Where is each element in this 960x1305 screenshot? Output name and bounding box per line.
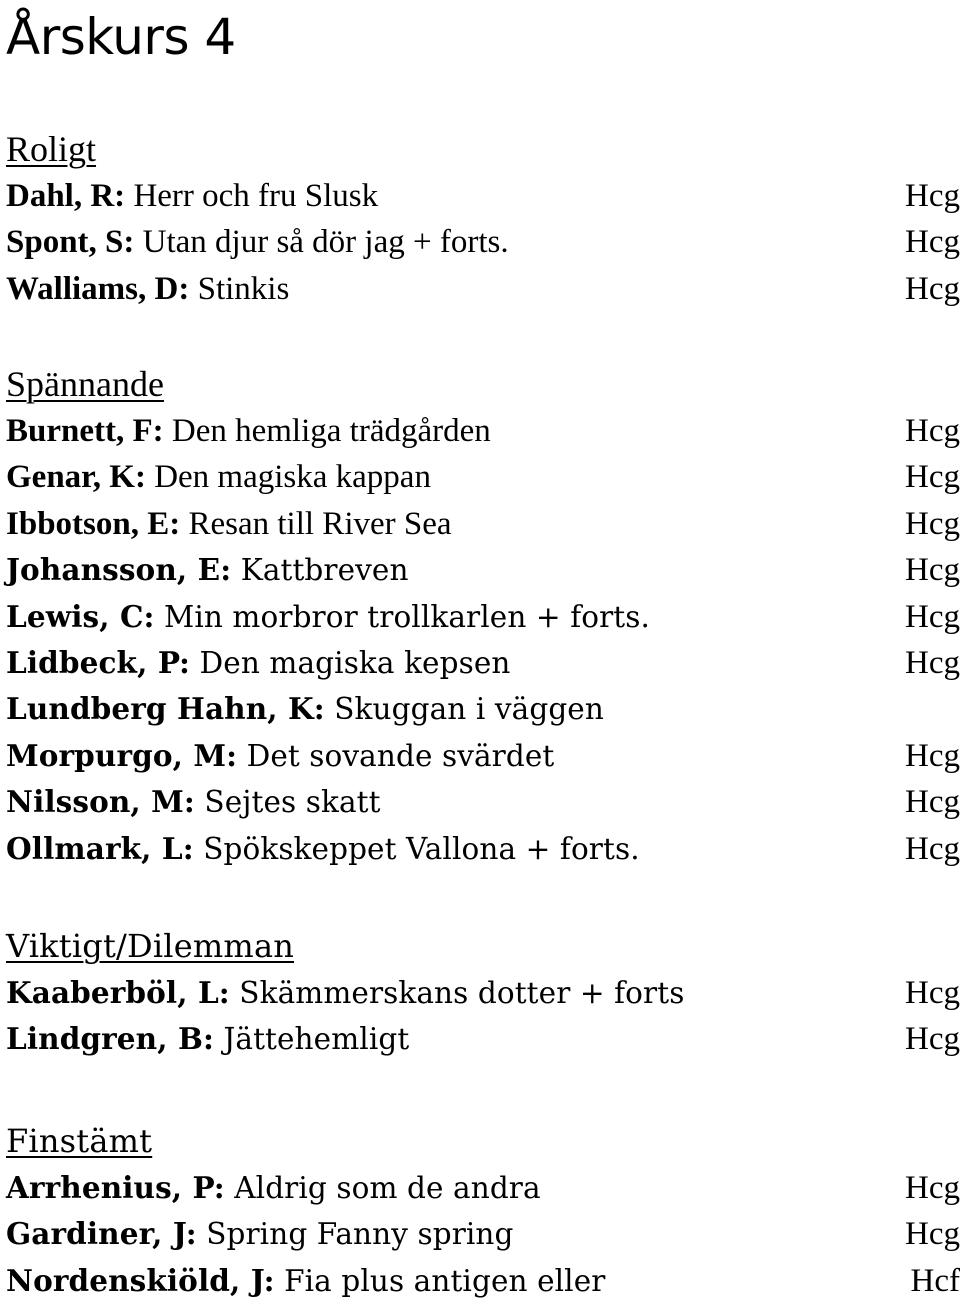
shelf-code: Hcg [905, 598, 960, 635]
book-row [6, 547, 960, 593]
shelf-code: Hcg [905, 644, 960, 681]
shelf-code: Hcf [910, 1262, 960, 1299]
book-row [6, 1211, 960, 1257]
shelf-code: Hcg [905, 224, 960, 261]
book-row [6, 266, 960, 312]
book-row [6, 640, 960, 686]
book-row [6, 219, 960, 265]
shelf-code: Hcg [905, 737, 960, 774]
book-title: Jättehemligt [223, 1022, 410, 1057]
shelf-code: Hcg [905, 1216, 960, 1253]
book-author: Ibbotson, E: [6, 505, 181, 542]
book-author: Ollmark, L: [6, 830, 194, 866]
book-title: Stinkis [197, 270, 290, 307]
book-row [6, 733, 960, 779]
book-author: Lindgren, B: [6, 1021, 214, 1057]
book-title: Resan till River Sea [188, 505, 452, 542]
book-title: Herr och fru Slusk [133, 178, 379, 214]
book-row [6, 779, 960, 825]
section-heading: Spännande [6, 364, 164, 404]
book-row [6, 408, 960, 454]
book-title: Skuggan i väggen [334, 692, 604, 727]
book-row [6, 1165, 960, 1211]
section-finstamt [6, 1117, 960, 1304]
section-heading: Roligt [6, 129, 97, 169]
book-title: Den magiska kepsen [199, 645, 511, 680]
section-roligt [6, 125, 960, 312]
book-title: Aldrig som de andra [234, 1171, 541, 1205]
book-author: Morpurgo, M: [6, 737, 238, 773]
book-author: Spont, S: [6, 224, 135, 261]
page-title: Årskurs 4 [6, 8, 236, 66]
shelf-code: Hcg [905, 1170, 960, 1206]
section-heading: Viktigt/Dilemman [6, 927, 295, 965]
shelf-code: Hcg [905, 830, 960, 867]
book-author: Dahl, R: [6, 178, 126, 214]
book-row [6, 686, 960, 732]
section-heading: Finstämt [6, 1122, 153, 1160]
book-title: Utan djur så dör jag + forts. [142, 224, 509, 261]
section-spannande [6, 360, 960, 872]
book-author: Nordenskiöld, J: [6, 1262, 275, 1298]
book-author: Lidbeck, P: [6, 644, 191, 680]
shelf-code: Hcg [905, 975, 960, 1011]
book-row [6, 173, 960, 219]
book-row [6, 454, 960, 500]
shelf-code: Hcg [905, 270, 960, 307]
book-author: Lundberg Hahn, K: [6, 691, 325, 727]
book-title: Sejtes skatt [204, 785, 381, 820]
book-title: Fia plus antigen eller [284, 1263, 606, 1298]
book-title: Det sovande svärdet [246, 738, 555, 773]
book-title: Spökskeppet Vallona + forts. [203, 831, 640, 866]
book-author: Nilsson, M: [6, 784, 195, 820]
book-title: Spring Fanny spring [206, 1217, 514, 1252]
book-author: Lewis, C: [6, 598, 155, 634]
book-row [6, 1016, 960, 1062]
book-row [6, 594, 960, 640]
book-title: Kattbreven [240, 553, 409, 588]
shelf-code: Hcg [905, 178, 960, 214]
book-row [6, 970, 960, 1016]
book-author: Arrhenius, P: [6, 1170, 225, 1205]
book-row [6, 826, 960, 872]
book-author: Burnett, F: [6, 413, 164, 449]
book-title: Den hemliga trädgården [171, 413, 491, 449]
book-title: Den magiska kappan [154, 459, 431, 496]
book-title: Skämmerskans dotter + forts [239, 976, 685, 1010]
book-title: Min morbror trollkarlen + forts. [164, 599, 650, 634]
book-author: Genar, K: [6, 459, 146, 496]
section-viktigt-dilemman [6, 922, 960, 1063]
book-row [6, 501, 960, 547]
book-author: Walliams, D: [6, 270, 190, 307]
shelf-code: Hcg [905, 784, 960, 821]
shelf-code: Hcg [905, 413, 960, 449]
shelf-code: Hcg [905, 1021, 960, 1058]
book-author: Kaaberböl, L: [6, 975, 230, 1010]
shelf-code: Hcg [905, 505, 960, 542]
book-author: Gardiner, J: [6, 1216, 197, 1252]
book-row [6, 1258, 960, 1304]
shelf-code: Hcg [905, 459, 960, 496]
book-author: Johansson, E: [6, 552, 232, 588]
shelf-code: Hcg [905, 552, 960, 589]
